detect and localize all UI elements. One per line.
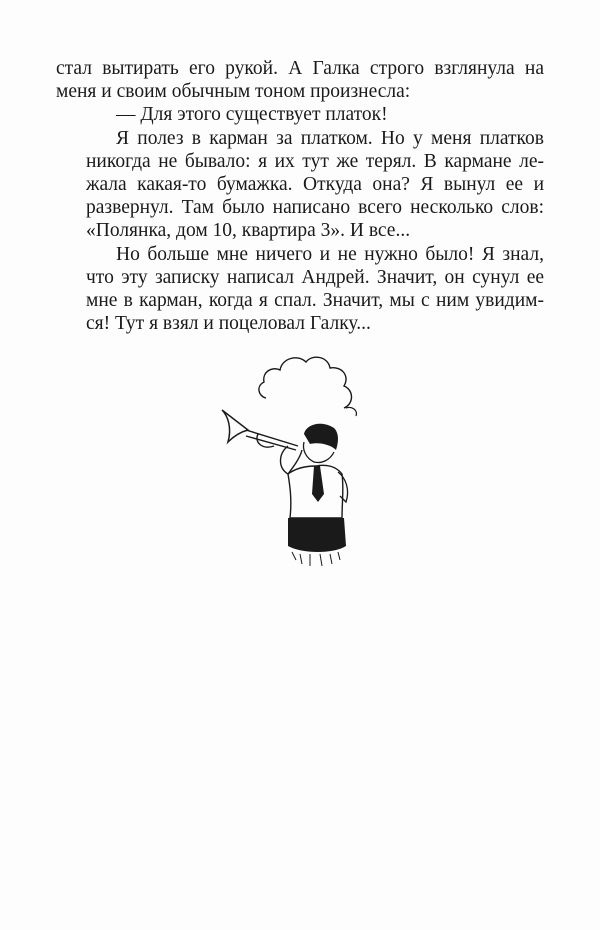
- text-line: Но больше мне ничего и не нужно было! Я знал,: [116, 243, 544, 265]
- text-line: ся! Тут я взял и поцеловал Галку...: [86, 313, 371, 335]
- text-line: стал вытирать его рукой. А Галка строго взглянула на: [56, 58, 544, 79]
- text-line: жала какая-то бумажка. Откуда она? Я вынул ее и: [86, 174, 544, 196]
- hair: [304, 424, 338, 450]
- shorts-hatching: [292, 552, 340, 566]
- text-line: Я полез в карман за платком. Но у меня платков: [116, 127, 544, 149]
- paragraph-3: [56, 127, 544, 243]
- text-line: — Для этого существует платок!: [116, 104, 388, 126]
- boy-blowing-bugle-illustration: [218, 346, 368, 574]
- paragraph-2: [56, 103, 544, 126]
- shorts: [288, 518, 346, 552]
- paragraph-4: [56, 243, 544, 336]
- text-line: меня и своим обычным тоном произнесла:: [56, 81, 411, 103]
- bugle-bell: [222, 410, 248, 442]
- text-line: никогда не бывало: я их тут же терял. В кармане ле-: [86, 150, 544, 172]
- cloud-outline: [259, 357, 352, 408]
- paragraph-1: [56, 57, 544, 103]
- body-text: [56, 57, 544, 335]
- cloud-puff: [346, 407, 356, 416]
- tie: [312, 466, 324, 502]
- raised-arm: [281, 446, 303, 474]
- text-line: «Полянка, дом 10, квартира 3». И все...: [86, 220, 411, 242]
- text-line: развернул. Там было написано всего несколько слов:: [86, 197, 544, 219]
- text-line: что эту записку написал Андрей. Значит, он сунул ее: [86, 266, 544, 288]
- text-line: мне в карман, когда я спал. Значит, мы с ним увидим-: [86, 290, 544, 312]
- bugle-tube: [246, 430, 298, 450]
